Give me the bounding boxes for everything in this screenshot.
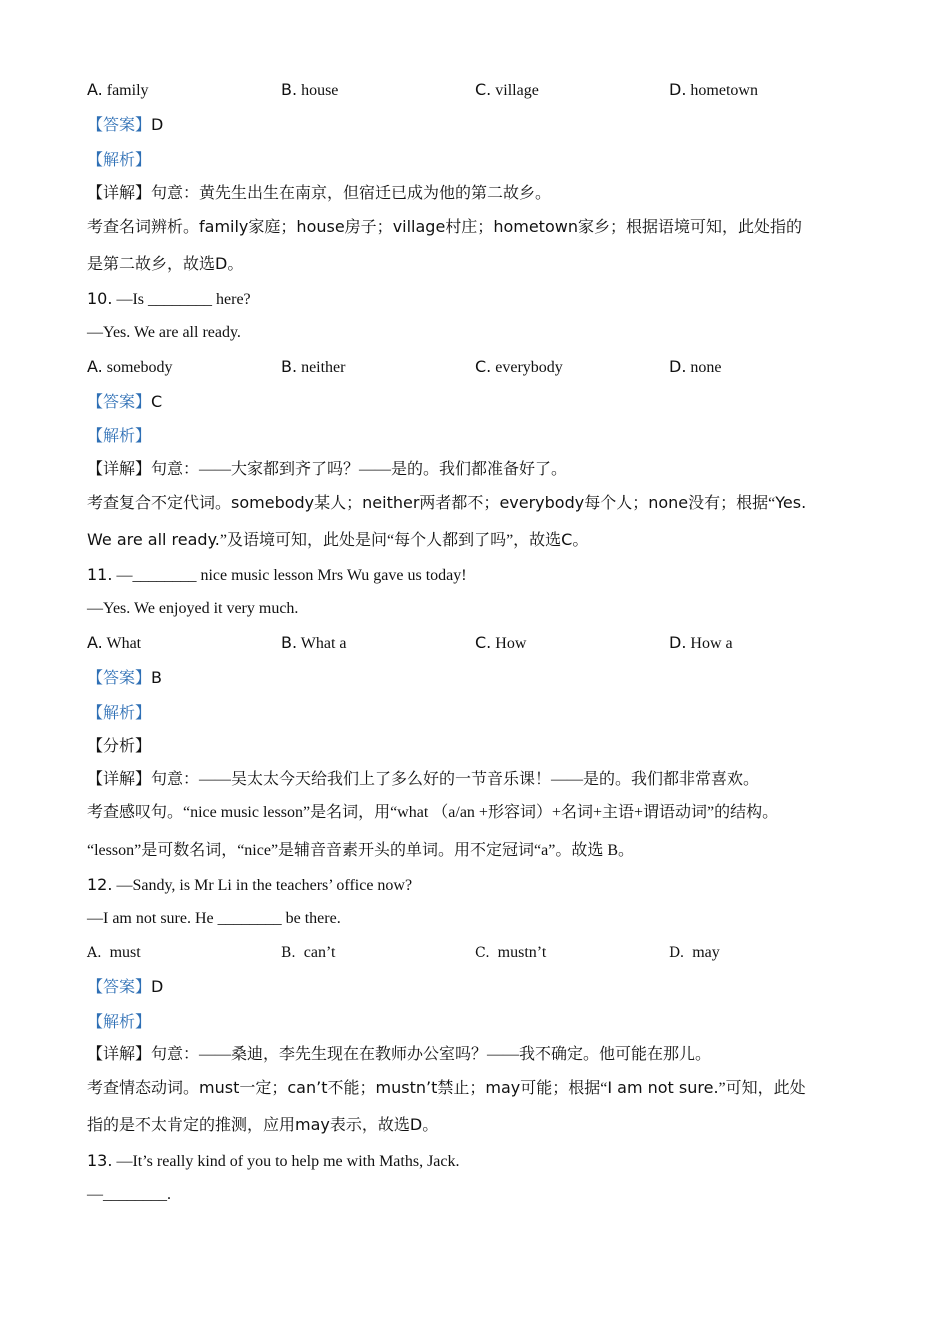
text: 家庭；: [248, 219, 297, 236]
option-d: [669, 633, 733, 654]
option-letter: A.: [87, 357, 103, 376]
text: ”及语境可知，此处是问“每个人都到了吗”，故选: [219, 532, 562, 549]
option-text: can’t: [303, 944, 336, 961]
option-letter: C.: [475, 357, 492, 376]
option-letter: D.: [669, 357, 687, 376]
detail-line: [87, 770, 759, 790]
explanation-line: [87, 217, 802, 238]
answer-tag: 【答案】: [87, 392, 152, 411]
analysis-tag-line: [87, 1012, 151, 1033]
analysis-tag: 【解析】: [87, 150, 152, 169]
text: 每个人；: [584, 495, 649, 512]
answer-line: [87, 115, 163, 136]
answer-tag: 【答案】: [87, 668, 152, 687]
option-letter: A.: [87, 633, 103, 652]
detail-line: [87, 184, 551, 204]
question-reply: —________.: [87, 1186, 171, 1203]
option-letter: B.: [281, 945, 296, 961]
text: 家乡；根据语境可知，此处指的: [577, 219, 802, 236]
question-reply: —Yes. We enjoyed it very much.: [87, 600, 299, 617]
option-text: mustn’t: [497, 944, 547, 961]
explanation-line: [87, 493, 806, 514]
text: 可能；根据“: [520, 1080, 608, 1097]
answer-value: C: [151, 392, 163, 411]
word: We are all ready.: [87, 530, 220, 549]
text: 考查复合不定代词。: [87, 495, 232, 512]
explanation-line: [87, 1115, 438, 1136]
option-b: [281, 357, 345, 378]
question-number: 13.: [87, 1151, 113, 1170]
prompt-text: —It’s really kind of you to help me with Maths, Jack.: [116, 1153, 460, 1170]
explanation-line: [87, 530, 588, 551]
text: 。: [422, 1117, 439, 1134]
option-c: [475, 943, 546, 963]
option-text: How a: [690, 635, 733, 652]
text: 。: [227, 256, 244, 273]
text: 某人；: [314, 495, 363, 512]
word: must: [199, 1078, 240, 1097]
answer-value: D: [151, 977, 164, 996]
option-c: [475, 357, 563, 378]
text: 两者都不；: [419, 495, 500, 512]
detail-text: 句意：——吴太太今天给我们上了多么好的一节音乐课！——是的。我们都非常喜欢。: [151, 771, 760, 788]
detail-tag: 【详解】: [87, 771, 152, 788]
answer-line: [87, 392, 162, 413]
explanation-line: “lesson”是可数名词，“nice”是辅音音素开头的单词。用不定冠词“a”。故选 B。: [87, 842, 635, 859]
option-letter: A.: [87, 80, 103, 99]
question-prompt: [87, 565, 467, 586]
fenxi-line: 【分析】: [87, 738, 152, 755]
option-a: [87, 633, 141, 654]
word: I am not sure.: [607, 1078, 719, 1097]
detail-line: [87, 460, 567, 480]
answer-value: D: [151, 115, 164, 134]
option-text: What a: [300, 635, 347, 652]
option-letter: C.: [475, 633, 492, 652]
prompt-text: —Sandy, is Mr Li in the teachers’ office now?: [116, 877, 413, 894]
option-a: [87, 357, 173, 378]
question-number: 10.: [87, 289, 113, 308]
option-text: How: [495, 635, 527, 652]
word: D: [215, 254, 228, 273]
option-letter: B.: [281, 80, 298, 99]
text: 房子；: [344, 219, 393, 236]
word: may: [485, 1078, 521, 1097]
text: 没有；根据“: [688, 495, 776, 512]
word: everybody: [499, 493, 585, 512]
option-d: [669, 80, 758, 101]
option-letter: C.: [475, 945, 490, 961]
detail-tag: 【详解】: [87, 185, 152, 202]
option-letter: D.: [669, 945, 685, 961]
detail-text: 句意：黄先生出生在南京，但宿迁已成为他的第二故乡。: [151, 185, 552, 202]
option-d: [669, 357, 722, 378]
option-b: [281, 943, 335, 963]
word: family: [199, 217, 249, 236]
analysis-tag-line: [87, 426, 151, 447]
analysis-tag-line: [87, 150, 151, 171]
option-a: [87, 943, 141, 963]
answer-line: [87, 977, 163, 998]
option-a: [87, 80, 149, 101]
word: mustn’t: [375, 1078, 438, 1097]
text: 是第二故乡，故选: [87, 256, 216, 273]
option-letter: B.: [281, 357, 298, 376]
option-c: [475, 80, 539, 101]
detail-tag: 【详解】: [87, 1046, 152, 1063]
word: house: [296, 217, 345, 236]
explanation-line: [87, 1078, 806, 1099]
question-number: 12.: [87, 875, 113, 894]
option-text: somebody: [106, 359, 173, 376]
word: may: [295, 1115, 330, 1134]
answer-tag: 【答案】: [87, 115, 152, 134]
prompt-text: —________ nice music lesson Mrs Wu gave us today!: [116, 567, 467, 584]
text: ”可知，此处: [718, 1080, 806, 1097]
text: 不能；: [327, 1080, 376, 1097]
detail-text: 句意：——桑迪，李先生现在在教师办公室吗？——我不确定。他可能在那儿。: [151, 1046, 712, 1063]
option-letter: D.: [669, 80, 687, 99]
option-b: [281, 80, 338, 101]
question-prompt: [87, 875, 412, 896]
detail-line: [87, 1045, 711, 1065]
text: 考查情态动词。: [87, 1080, 200, 1097]
word: D: [409, 1115, 423, 1134]
option-b: [281, 633, 347, 654]
detail-tag: 【详解】: [87, 461, 152, 478]
word: neither: [362, 493, 420, 512]
answer-line: [87, 668, 162, 689]
text: 表示，故选: [329, 1117, 410, 1134]
question-reply: —Yes. We are all ready.: [87, 324, 241, 341]
option-text: must: [109, 944, 141, 961]
option-letter: C.: [475, 80, 492, 99]
detail-text: 句意：——大家都到齐了吗？——是的。我们都准备好了。: [151, 461, 568, 478]
word: hometown: [493, 217, 578, 236]
question-reply: —I am not sure. He ________ be there.: [87, 910, 341, 927]
answer-tag: 【答案】: [87, 977, 152, 996]
option-text: none: [690, 359, 722, 376]
option-text: house: [301, 82, 339, 99]
option-text: family: [106, 82, 149, 99]
text: 村庄；: [445, 219, 494, 236]
prompt-text: —Is ________ here?: [116, 291, 251, 308]
option-d: [669, 943, 720, 963]
word: none: [648, 493, 689, 512]
option-text: everybody: [495, 359, 563, 376]
analysis-tag: 【解析】: [87, 1012, 152, 1031]
word: C: [561, 530, 573, 549]
question-number: 11.: [87, 565, 113, 584]
option-text: village: [495, 82, 539, 99]
question-prompt: [87, 289, 251, 310]
option-text: hometown: [690, 82, 758, 99]
option-text: neither: [301, 359, 346, 376]
question-prompt: [87, 1151, 460, 1172]
word: somebody: [231, 493, 315, 512]
option-letter: A.: [87, 945, 102, 961]
explanation-line: 考查感叹句。“nice music lesson”是名词，用“what （a/an +形容词）+名词+主语+谓语动词”的结构。: [87, 804, 779, 821]
word: can’t: [287, 1078, 328, 1097]
option-text: What: [106, 635, 142, 652]
text: 一定；: [239, 1080, 288, 1097]
option-c: [475, 633, 526, 654]
analysis-tag-line: [87, 703, 151, 724]
word: village: [392, 217, 446, 236]
analysis-tag: 【解析】: [87, 703, 152, 722]
text: 禁止；: [437, 1080, 486, 1097]
text: 考查名词辨析。: [87, 219, 200, 236]
text: 指的是不太肯定的推测，应用: [87, 1117, 296, 1134]
option-letter: B.: [281, 633, 298, 652]
text: 。: [572, 532, 589, 549]
option-letter: D.: [669, 633, 687, 652]
answer-value: B: [151, 668, 162, 687]
explanation-line: [87, 254, 243, 275]
analysis-tag: 【解析】: [87, 426, 152, 445]
option-text: may: [692, 944, 720, 961]
word: Yes.: [775, 493, 807, 512]
